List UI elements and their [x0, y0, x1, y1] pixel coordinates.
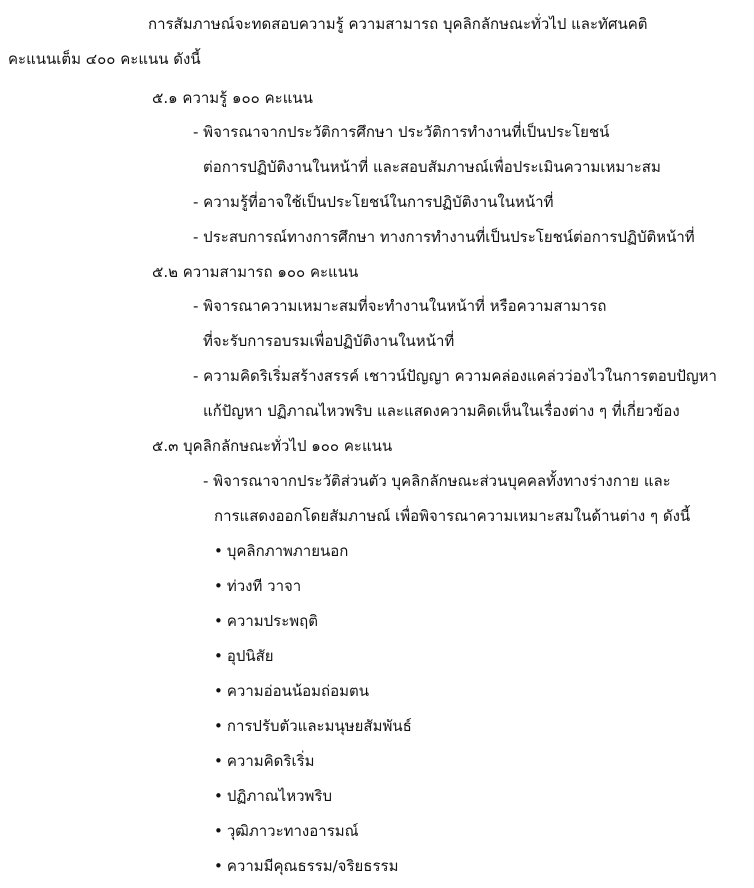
section-5-1-item-2: - ความรู้ที่อาจใช้เป็นประโยชน์ในการปฏิบัติงานในหน้าที่ [193, 193, 554, 211]
list-item-label: วุฒิภาวะทางอารมณ์ [226, 822, 359, 840]
list-item [214, 751, 315, 771]
section-heading-5-1: ๕.๑ ความรู้ ๑๐๐ คะแนน [152, 89, 313, 107]
list-item [214, 786, 332, 806]
bullet-icon: • [214, 647, 223, 665]
list-item-label: ความอ่อนน้อมถ่อมตน [226, 682, 370, 700]
section-5-3-item-1-line-1: - พิจารณาจากประวัติส่วนตัว บุคลิกลักษณะส่วนบุคคลทั้งทางร่างกาย และ [203, 472, 671, 490]
section-5-3-item-1-line-2: การแสดงออกโดยสัมภาษณ์ เพื่อพิจารณาความเหมาะสมในด้านต่าง ๆ ดังนี้ [214, 507, 691, 525]
section-heading-5-2: ๕.๒ ความสามารถ ๑๐๐ คะแนน [152, 263, 359, 281]
section-heading-5-3: ๕.๓ บุคลิกลักษณะทั่วไป ๑๐๐ คะแนน [152, 437, 393, 455]
list-item-label: ปฏิภาณไหวพริบ [226, 787, 332, 805]
list-item [214, 611, 318, 631]
list-item-label: อุปนิสัย [226, 647, 274, 665]
bullet-icon: • [214, 787, 223, 805]
list-item-label: ท่วงที วาจา [226, 577, 302, 595]
list-item [214, 541, 348, 561]
list-item [214, 576, 301, 596]
bullet-icon: • [214, 717, 223, 735]
section-5-2-item-1-line-1: - พิจารณาความเหมาะสมที่จะทำงานในหน้าที่ หรือความสามารถ [193, 297, 607, 315]
list-item [214, 821, 359, 841]
bullet-icon: • [214, 857, 223, 875]
section-5-2-item-2-line-2: แก้ปัญหา ปฏิภาณไหวพริบ และแสดงความคิดเห็นในเรื่องต่าง ๆ ที่เกี่ยวข้อง [203, 402, 680, 420]
list-item [214, 716, 412, 736]
bullet-icon: • [214, 682, 223, 700]
list-item [214, 646, 274, 666]
list-item [214, 681, 369, 701]
list-item [214, 856, 398, 876]
list-item-label: ความมีคุณธรรม/จริยธรรม [226, 857, 399, 875]
section-5-1-item-1-line-2: ต่อการปฏิบัติงานในหน้าที่ และสอบสัมภาษณ์เพื่อประเมินความเหมาะสม [203, 158, 661, 176]
section-5-2-item-2-line-1: - ความคิดริเริ่มสร้างสรรค์ เชาวน์ปัญญา ความคล่องแคล่วว่องไวในการตอบปัญหา [193, 367, 717, 385]
section-5-1-item-1-line-1: - พิจารณาจากประวัติการศึกษา ประวัติการทำงานที่เป็นประโยชน์ [193, 123, 610, 141]
bullet-icon: • [214, 577, 223, 595]
list-item-label: บุคลิกภาพภายนอก [226, 542, 349, 560]
bullet-icon: • [214, 822, 223, 840]
intro-line-2: คะแนนเต็ม ๔๐๐ คะแนน ดังนี้ [8, 50, 201, 68]
section-5-1-item-3: - ประสบการณ์ทางการศึกษา ทางการทำงานที่เป็นประโยชน์ต่อการปฏิบัติหน้าที่ [193, 228, 695, 246]
bullet-icon: • [214, 612, 223, 630]
list-item-label: การปรับตัวและมนุษยสัมพันธ์ [226, 717, 412, 735]
list-item-label: ความประพฤติ [226, 612, 318, 630]
intro-line-1: การสัมภาษณ์จะทดสอบความรู้ ความสามารถ บุคลิกลักษณะทั่วไป และทัศนคติ [148, 15, 648, 33]
list-item-label: ความคิดริเริ่ม [226, 752, 315, 770]
bullet-icon: • [214, 542, 223, 560]
section-5-2-item-1-line-2: ที่จะรับการอบรมเพื่อปฏิบัติงานในหน้าที่ [203, 332, 455, 350]
bullet-icon: • [214, 752, 223, 770]
